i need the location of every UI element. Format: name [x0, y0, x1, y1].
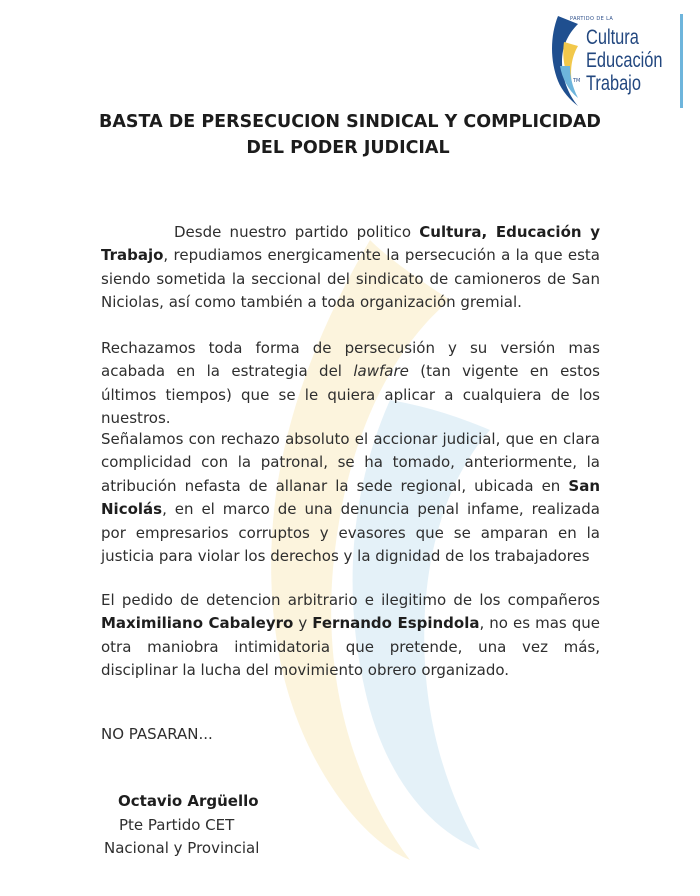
p1-bold-party: Cultura, Educación y Trabajo — [101, 223, 600, 265]
p4-text-1: El pedido de detencion arbitrario e ilegitimo de los compañeros — [101, 591, 600, 609]
p1-text-2: , repudiamos energicamente la persecución a la que esta siendo sometida la seccional del sindicato de camioneros de San Niciolas, así como también a toda organización gremial. — [101, 246, 600, 312]
p4-text-3: , no es mas que otra maniobra intimidatoria que pretende, una vez más, disciplinar la lucha del movimiento obrero organizado. — [101, 614, 600, 680]
closing-line: NO PASARAN... — [101, 725, 213, 743]
p3-text-1: Señalamos con rechazo absoluto el accionar judicial, que en clara complicidad con la patronal, se ha tomado, anteriormente, la atribución nefasta de allanar la sede regional, ubicada en — [101, 430, 600, 495]
p2-text-2: (tan vigente en estos últimos tiempos) que se le quiera aplicar a cualquiera de los nuestros. — [101, 362, 600, 428]
p4-bold-name-1: Maximiliano Cabaleyro — [101, 614, 294, 633]
party-logo — [548, 10, 688, 110]
title-line-2: DEL PODER JUDICIAL — [246, 138, 450, 158]
p1-text-1: Desde nuestro partido politico — [174, 223, 420, 241]
logo-word-trabajo: Trabajo — [586, 72, 641, 95]
logo-emblem-icon — [550, 16, 580, 106]
p3-text-2: , en el marco de una denuncia penal infame, realizada por empresarios corruptos y evasores que se amparan en la justicia para violar los derechos y la dignidad de los trabajadores — [101, 500, 600, 566]
signer-scope: Nacional y Provincial — [104, 839, 260, 857]
title-line-1: BASTA DE PERSECUCION SINDICAL Y COMPLICIDAD — [99, 112, 601, 132]
logo-trademark: TM — [573, 78, 581, 84]
document-title — [0, 109, 700, 161]
logo-word-cultura: Cultura — [586, 26, 639, 49]
signer-role: Pte Partido CET — [119, 815, 235, 834]
p2-italic-lawfare: lawfare — [353, 362, 409, 381]
p2-text-1: Rechazamos toda forma de persecusión y su versión mas acabada en la estrategia del — [101, 339, 600, 381]
p3-bold-city: San Nicolás — [101, 476, 600, 519]
paragraph-4 — [101, 589, 600, 683]
logo-small-text: PARTIDO DE LA — [570, 16, 614, 22]
logo-word-educacion: Educación — [586, 49, 663, 72]
paragraph-2 — [101, 337, 600, 431]
signer-name: Octavio Argüello — [118, 792, 259, 810]
paragraph-1 — [101, 221, 600, 315]
p4-text-2: y — [293, 614, 313, 633]
p4-bold-name-2: Fernando Espindola — [312, 614, 480, 633]
signature-block — [104, 790, 294, 861]
paragraph-3 — [101, 428, 600, 568]
logo-divider — [680, 14, 683, 108]
